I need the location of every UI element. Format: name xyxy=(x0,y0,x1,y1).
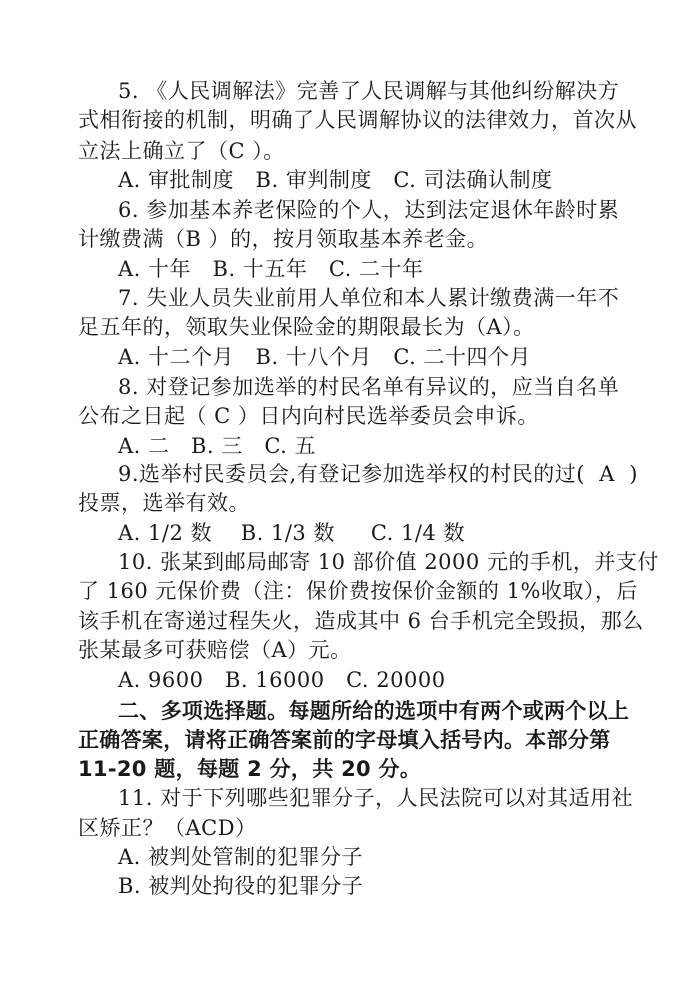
question-5-options: A. 审批制度 B. 审判制度 C. 司法确认制度 xyxy=(118,168,553,192)
question-7-options: A. 十二个月 B. 十八个月 C. 二十四个月 xyxy=(118,345,532,369)
question-10-line-3: 该手机在寄递过程失火，造成其中 6 台手机完全毁损，那么 xyxy=(78,609,644,633)
question-11-option-a: A. 被判处管制的犯罪分子 xyxy=(118,845,364,869)
question-8-options: A. 二 B. 三 C. 五 xyxy=(118,434,317,458)
section-2-heading-line-3: 11-20 题，每题 2 分，共 20 分。 xyxy=(78,757,422,781)
question-10-line-1: 10. 张某到邮局邮寄 10 部价值 2000 元的手机，并支付 xyxy=(118,550,659,574)
question-6-options: A. 十年 B. 十五年 C. 二十年 xyxy=(118,257,424,281)
question-6-line-1: 6. 参加基本养老保险的个人，达到法定退休年龄时累 xyxy=(118,198,620,222)
question-11-line-2: 区矫正？（ACD） xyxy=(78,816,257,840)
question-6-line-2: 计缴费满（B ）的，按月领取基本养老金。 xyxy=(78,227,489,251)
question-10-line-2: 了 160 元保价费（注：保价费按保价金额的 1%收取），后 xyxy=(78,579,638,603)
question-11-line-1: 11. 对于下列哪些犯罪分子，人民法院可以对其适用社 xyxy=(118,786,634,810)
question-10-options: A. 9600 B. 16000 C. 20000 xyxy=(118,668,446,692)
question-10-line-4: 张某最多可获赔偿（A）元。 xyxy=(78,638,352,662)
question-8-line-2: 公布之日起（ C ）日内向村民选举委员会申诉。 xyxy=(78,404,539,428)
question-9-line-2: 投票，选举有效。 xyxy=(78,491,250,515)
section-2-heading-line-2: 正确答案，请将正确答案前的字母填入括号内。本部分第 xyxy=(78,728,611,752)
question-5-line-2: 式相衔接的机制，明确了人民调解协议的法律效力，首次从 xyxy=(78,108,637,132)
question-5-line-1: 5. 《人民调解法》完善了人民调解与其他纠纷解决方 xyxy=(118,79,620,103)
question-8-line-1: 8. 对登记参加选举的村民名单有异议的，应当自名单 xyxy=(118,375,620,399)
question-11-option-b: B. 被判处拘役的犯罪分子 xyxy=(118,874,364,898)
question-5-line-3: 立法上确立了（C ）。 xyxy=(78,139,285,163)
question-7-line-2: 足五年的，领取失业保险金的期限最长为（A）。 xyxy=(78,315,535,339)
question-7-line-1: 7. 失业人员失业前用人单位和本人累计缴费满一年不 xyxy=(118,286,620,310)
section-2-heading-line-1: 二、多项选择题。每题所给的选项中有两个或两个以上 xyxy=(118,699,630,723)
question-9-line-1: 9.选举村民委员会,有登记参加选举权的村民的过( A ) xyxy=(118,462,638,486)
question-9-options: A. 1/2 数 B. 1/3 数 C. 1/4 数 xyxy=(118,521,465,545)
